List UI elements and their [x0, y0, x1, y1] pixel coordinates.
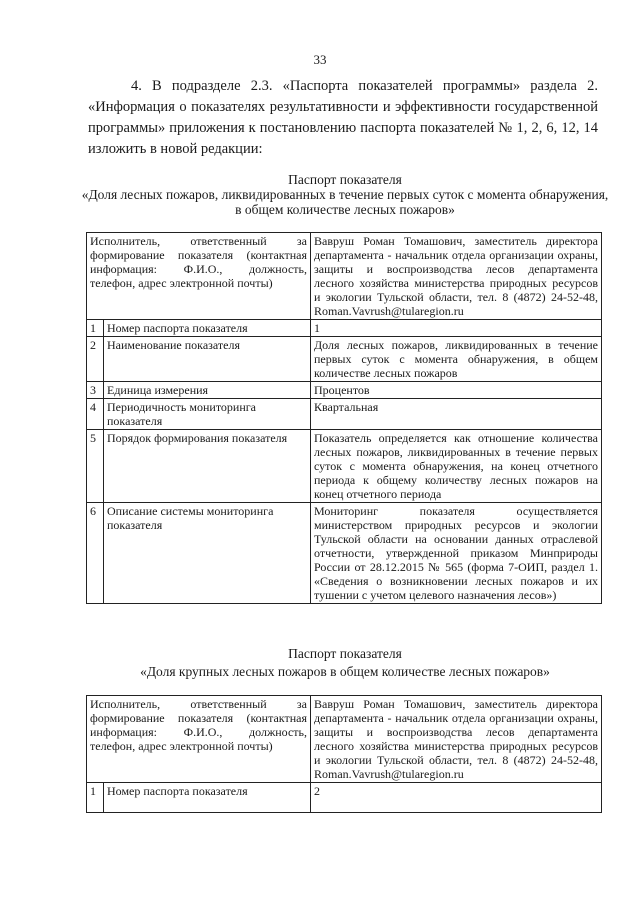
executor-value: Вавруш Роман Томашович, заместитель директора департамента - начальник отдела организации охраны, защиты и воспроизводства лесов департамента лесного хозяйства министерства природных ресурсов и экологии Тульской области, тел. 8 (4872) 24-52-48, Roman.Vavrush@tularegion.ru [311, 233, 602, 320]
executor-label: Исполнитель, ответственный за формирование показателя (контактная информация: Ф.И.О., должность, телефон, адрес электронной почты) [87, 233, 311, 320]
table-row [87, 320, 602, 337]
table-row [87, 337, 602, 382]
table-row [87, 382, 602, 399]
row-label: Номер паспорта показателя [104, 320, 311, 337]
row-value: Процентов [311, 382, 602, 399]
passport-2-heading [80, 646, 610, 679]
row-value: Доля лесных пожаров, ликвидированных в течение первых суток с момента обнаружения, в общем количестве лесных пожаров [311, 337, 602, 382]
passport-1-heading [80, 172, 610, 217]
passport-1-subtitle: «Доля лесных пожаров, ликвидированных в течение первых суток с момента обнаружения, в общем количестве лесных пожаров» [81, 187, 609, 217]
page-number: 33 [313, 52, 327, 67]
row-label: Номер паспорта показателя [104, 783, 311, 813]
passport-1-title: Паспорт показателя [288, 172, 402, 187]
passport-2-subtitle: «Доля крупных лесных пожаров в общем количестве лесных пожаров» [140, 664, 550, 679]
row-number: 3 [87, 382, 104, 399]
intro-text: 4. В подразделе 2.3. «Паспорта показателей программы» раздела 2. «Информация о показателях результативности и эффективности государственной программы» приложения к постановлению паспорта показателей № 1, 2, 6, 12, 14 изложить в новой редакции: [88, 78, 598, 157]
table-row [87, 430, 602, 503]
row-value: Мониторинг показателя осуществляется министерством природных ресурсов и экологии Тульской области на основании данных отраслевой отчетности, утвержденной приказом Минприроды России от 28.12.2015 № 565 (форма 7-ОИП, раздел 1. «Сведения о возникновении лесных пожаров и их тушении с учетом целевого назначения лесов») [311, 503, 602, 604]
row-value: 1 [311, 320, 602, 337]
row-label: Наименование показателя [104, 337, 311, 382]
intro-paragraph [88, 76, 598, 160]
passport-2-table [86, 695, 602, 813]
row-label: Периодичность мониторинга показателя [104, 399, 311, 430]
row-value: Квартальная [311, 399, 602, 430]
row-label: Описание системы мониторинга показателя [104, 503, 311, 604]
executor-value: Вавруш Роман Томашович, заместитель директора департамента - начальник отдела организации охраны, защиты и воспроизводства лесов департамента лесного хозяйства министерства природных ресурсов и экологии Тульской области, тел. 8 (4872) 24-52-48, Roman.Vavrush@tularegion.ru [311, 696, 602, 783]
table-row [87, 233, 602, 320]
row-number: 5 [87, 430, 104, 503]
passport-1-table [86, 232, 602, 604]
row-number: 4 [87, 399, 104, 430]
table-row [87, 503, 602, 604]
row-value: 2 [311, 783, 602, 813]
row-number: 1 [87, 320, 104, 337]
row-number: 6 [87, 503, 104, 604]
row-number: 1 [87, 783, 104, 813]
table-row [87, 783, 602, 813]
table-row [87, 696, 602, 783]
executor-label: Исполнитель, ответственный за формирование показателя (контактная информация: Ф.И.О., должность, телефон, адрес электронной почты) [87, 696, 311, 783]
row-number: 2 [87, 337, 104, 382]
row-label: Единица измерения [104, 382, 311, 399]
row-value: Показатель определяется как отношение количества лесных пожаров, ликвидированных в течение первых суток с момента обнаружения, на конец отчетного периода к общему количеству лесных пожаров на конец отчетного периода [311, 430, 602, 503]
row-label: Порядок формирования показателя [104, 430, 311, 503]
passport-2-title: Паспорт показателя [288, 646, 402, 661]
table-row [87, 399, 602, 430]
